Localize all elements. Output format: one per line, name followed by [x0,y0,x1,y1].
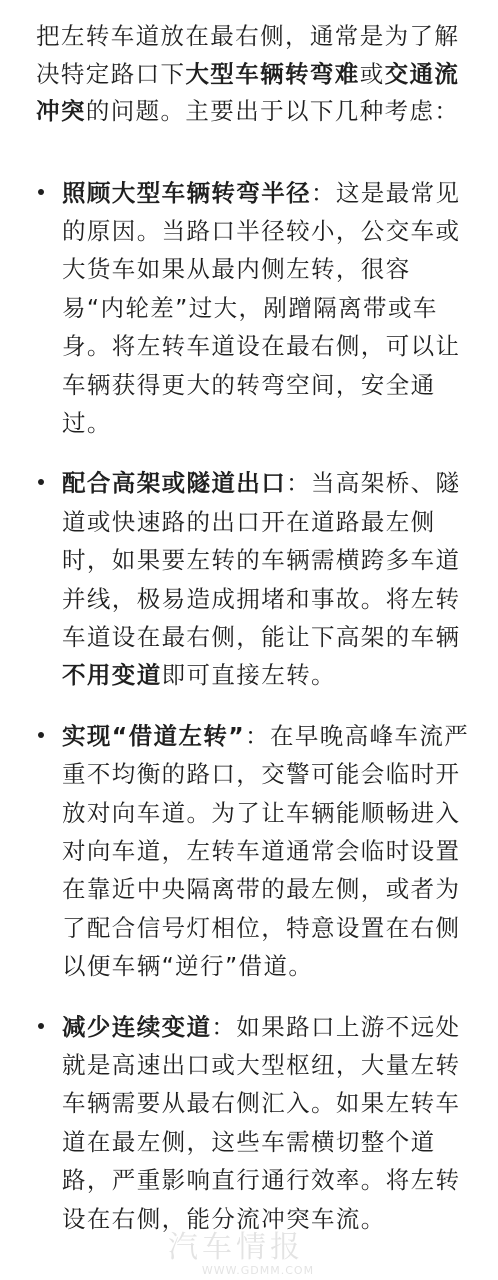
bullet-dot [38,1023,44,1029]
intro-text-1: 把左转车道放在最右侧，通常是为了解决特定路口下 [36,22,460,88]
list-item-text [62,464,472,694]
site-watermark [168,1232,388,1280]
list-item-title: 照顾大型车辆转弯半径 [62,178,311,207]
bullet-dot [38,189,44,195]
list-item [36,717,472,986]
list-item-text [62,717,472,986]
article-body [36,18,472,1260]
list-item-text [62,174,472,443]
intro-text-3: 的问题。主要出于以下几种考虑： [85,97,460,125]
intro-bold-1: 大型车辆转弯难 [185,59,360,88]
bullet-dot [38,479,44,485]
reason-list [36,174,472,1239]
list-item-title: 配合高架或隧道出口 [62,469,287,498]
list-item [36,174,472,443]
list-item-body: ：这是最常见的原因。当路口半径较小，公交车或大货车如果从最内侧左转，很容易“内轮差”过大，剐蹭隔离带或车身。将左转车道设在最右侧，可以让车辆获得更大的转弯空间，安全通过。 [62,178,461,437]
list-item-body: ：在早晚高峰车流严重不均衡的路口，交警可能会临时开放对向车道。为了让车辆能顺畅进入对向车道，左转车道通常会临时设置在靠近中央隔离带的最左侧，或者为了配合信号灯相位，特意设置在右侧以便车辆“逆行”借道。 [62,721,470,981]
list-item-tail: 即可直接左转。 [161,661,336,690]
list-item-body: ：如果路口上游不远处就是高速出口或大型枢纽，大量左转车辆需要从最右侧汇入。如果左转车道在最左侧，这些车需横切整个道路，严重影响直行通行效率。将左转设在右侧，能分流冲突车流。 [62,1012,461,1233]
watermark-logo-text: 汽车情报 [168,1230,304,1265]
list-item-text [62,1008,472,1238]
list-item-title: 减少连续变道 [62,1012,212,1041]
watermark-url: WWW.GDMM.COM [201,1264,315,1277]
list-item [36,1008,472,1238]
intro-bold-2: 交通流冲突 [36,59,460,125]
bullet-dot [38,732,44,738]
list-item-title: 实现“借道左转” [62,721,246,750]
list-item-bold-tail: 不用变道 [62,661,162,690]
list-item-body: ：当高架桥、隧道或快速路的出口开在道路最左侧时，如果要左转的车辆需横跨多车道并线，极易造成拥堵和事故。将左转车道设在最右侧，能让下高架的车辆 [62,469,461,651]
intro-text-2: 或 [359,59,385,88]
intro-paragraph [36,18,472,131]
list-item [36,464,472,694]
